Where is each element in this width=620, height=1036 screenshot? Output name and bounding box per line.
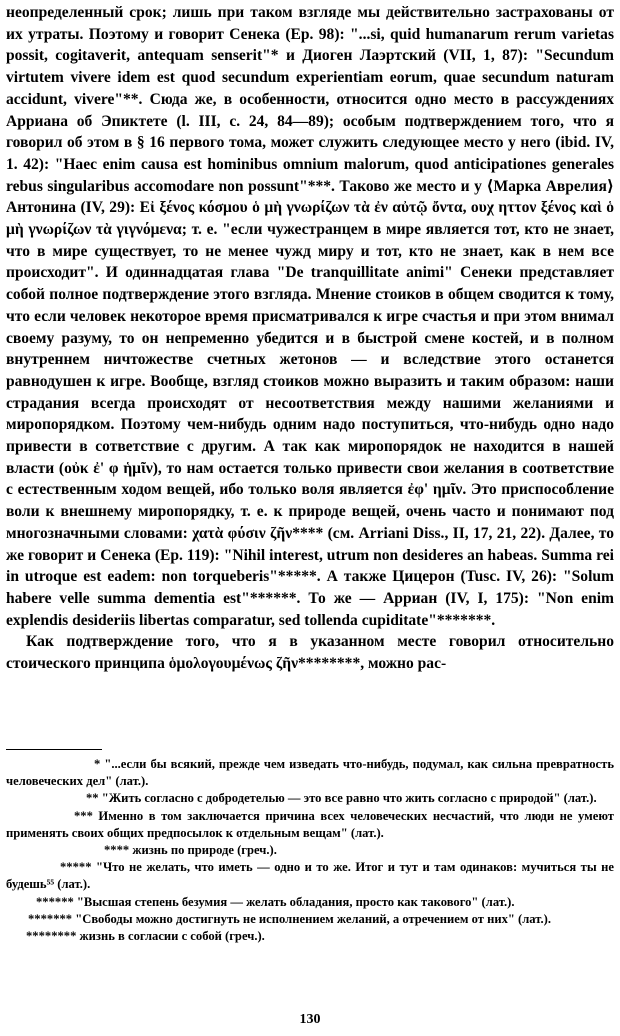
footnote-1: * "...если бы всякий, прежде чем изведать что-нибудь, подумал, как сильна превратность человеческих дел" (лат.). [6,757,614,789]
footnote-4: **** жизнь по природе (греч.). [104,843,277,858]
footnote-2: ** "Жить согласно с добродетелью — это все равно что жить согласно с природой" (лат.). [86,791,597,806]
footnote-8: ******** жизнь в согласии с собой (греч.). [26,929,265,944]
footnote-3: *** Именно в том заключается причина всех человеческих несчастий, что люди не умеют применять своих общих предпосылок к отдельным вещам" (лат.). [6,808,614,840]
page-number: 130 [299,1012,321,1027]
page-body [6,2,614,675]
footnotes [6,756,614,945]
paragraph: Как подтверждение того, что я в указанном месте говорил относительно стоического принципа ὁμολογουμένως ζῆν********, можно рас- [6,633,614,673]
main-text [6,2,614,675]
footnote-5: ***** "Что не желать, что иметь — одно и то же. Итог и тут и там одинаков: мучиться ты не будешь⁵⁵ (лат.). [6,860,614,892]
footnote-6: ****** "Высшая степень безумия — желать обладания, просто как такового" (лат.). [36,894,515,909]
footnote-divider [6,749,102,750]
footnote-7: ******* "Свободы можно достигнуть не исполнением желаний, а отречением от них" (лат.). [28,911,551,926]
paragraph: неопределенный срок; лишь при таком взгляде мы действительно застрахованы от их утраты. Поэтому и говорит Сенека (Ер. 98): "...si, quid humanarum rerum varietas possit, cogitaverit, antequam senserit"* и Диоген Лаэртский (VII, 1, 87): "Secundum virtutem vivere idem est quod secundum experientiam eorum, quae secundum naturam accidunt, vivere"**. Сюда же, в особенности, относится одно место в рассуждениях Арриана об Эпиктете (l. III, с. 24, 84—89); особым подтверждением того, что я говорил об этом в § 16 первого тома, может служить следующее место у него (ibid. IV, 1. 42): "Haec enim causa est hominibus omnium malorum, quod anticipationes generales rebus singularibus accomodare non possunt"***. Таково же место и у ⟨Марка Аврелия⟩ Антонина (IV, 29): Εἰ ξένος κόσμου ὁ μὴ γνωρίζων τὰ ἐν αὐτῷ ὄντα, ουχ ηττον ξένος καὶ ὁ μὴ γνωρίζων τὰ γιγνόμενα; т. е. "если чужестранцем в мире является тот, кто не знает, что в мире существует, то не менее чужд миру и тот, кто не знает, как в нем все происходит". И одиннадцатая глава "De tranquillitate animi" Сенеки представляет собой полное подтверждение этого взгляда. Мнение стоиков в общем сводится к тому, что если человек некоторое время присматривался к игре счастья и при этом внимал своему разуму, то он непременно убедится и в быстрой смене костей, и в полном внутреннем ничтожестве счетных жетонов — и вследствие этого останется равнодушен к игре. Вообще, взгляд стоиков можно выразить и таким образом: наши страдания всегда происходят от несоответствия между нашими желаниями и миропорядком. Поэтому чем-нибудь одним надо поступиться, что-нибудь одно надо привести в сответствие с другим. А так как миропорядок не находится в нашей власти (οὐκ ἐ' φ ἡμῖν), то нам остается только привести свои желания в соответствие с естественным ходом вещей, ибо только воля является ἐφ' ημῖν. Это приспособление воли к внешнему миропорядку, т. е. к природе вещей, очень часто и понимают под многозначными словами: χατὰ φύσιν ζῆν**** (см. Arriani Diss., II, 17, 21, 22). Далее, то же говорит и Сенека (Ер. 119): "Nihil interest, utrum non desideres an habeas. Summa rei in utroque est eadem: non torqueberis"*****. А также Цицерон (Tusc. IV, 26): "Solum habere velle summa dementia est"******. То же — Арриан (IV, I, 175): "Non enim explendis desideriis libertas comparatur, sed tollenda cupiditate"*******. [6,4,614,629]
